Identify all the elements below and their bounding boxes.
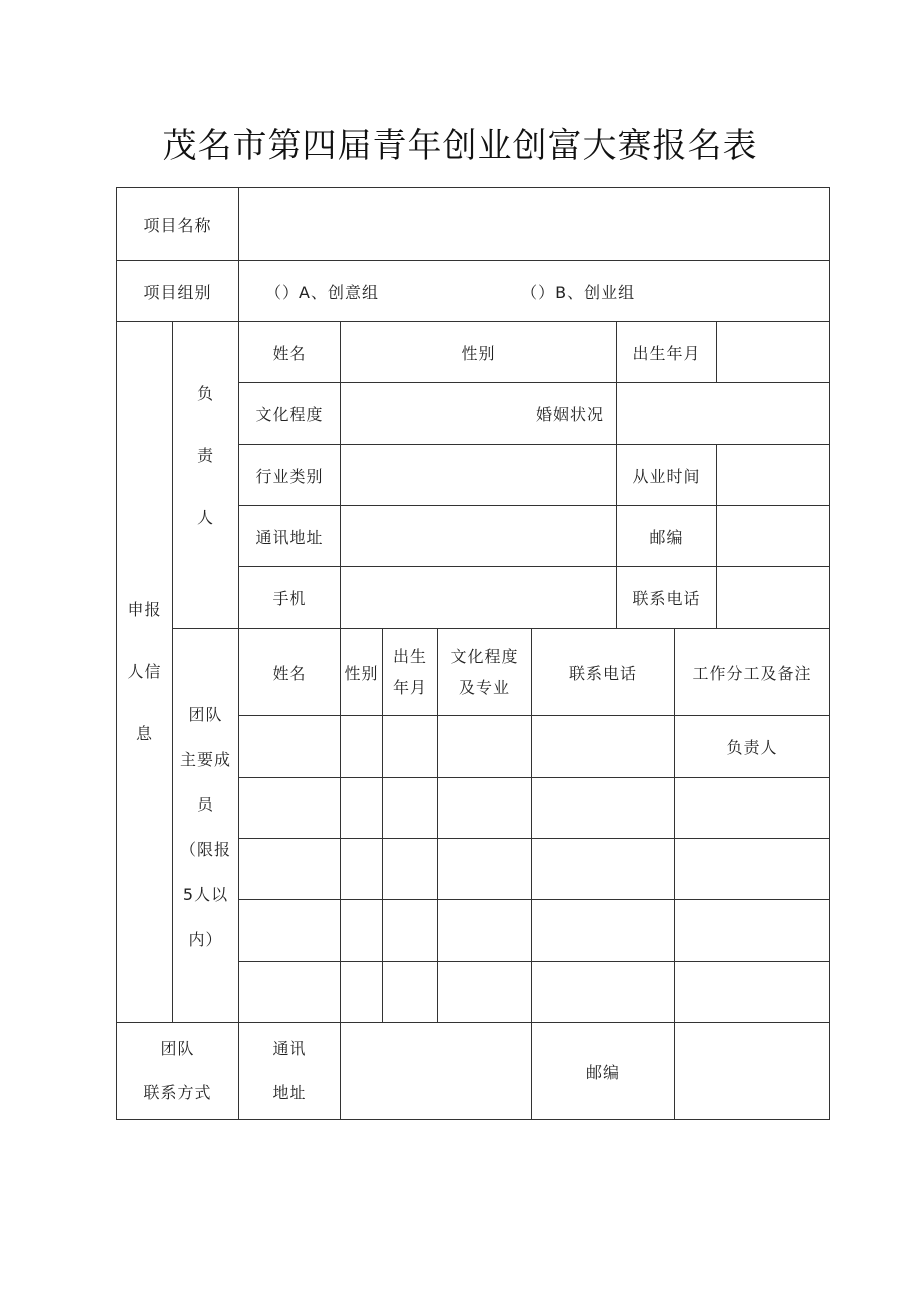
team-address-field[interactable]: [341, 1023, 532, 1120]
team-postcode-label: 邮编: [532, 1023, 675, 1120]
member-phone-cell[interactable]: [532, 716, 675, 778]
member-role-cell[interactable]: [675, 839, 830, 900]
team-role-header: 工作分工及备注: [675, 629, 830, 716]
team-members-label: 团队 主要成 员 （限报 5人以 内）: [173, 629, 239, 1023]
team-name-header: 姓名: [239, 629, 341, 716]
member-phone-cell[interactable]: [532, 778, 675, 839]
leader-address-field[interactable]: [341, 506, 617, 567]
team-phone-header: 联系电话: [532, 629, 675, 716]
team-header-row: [117, 629, 830, 716]
member-phone-cell[interactable]: [532, 839, 675, 900]
leader-worktime-field[interactable]: [717, 445, 830, 506]
leader-industry-field[interactable]: [341, 445, 617, 506]
member-name-cell[interactable]: [239, 778, 341, 839]
team-postcode-field[interactable]: [675, 1023, 830, 1120]
member-role-cell[interactable]: [675, 900, 830, 962]
member-role-cell[interactable]: 负责人: [675, 716, 830, 778]
leader-postcode-field[interactable]: [717, 506, 830, 567]
member-birth-cell[interactable]: [383, 839, 438, 900]
leader-marital-label: 婚姻状况: [341, 383, 617, 445]
leader-industry-label: 行业类别: [239, 445, 341, 506]
team-contact-row: [117, 1023, 830, 1120]
member-role-cell[interactable]: [675, 778, 830, 839]
member-gender-cell[interactable]: [341, 839, 383, 900]
leader-education-label: 文化程度: [239, 383, 341, 445]
member-birth-cell[interactable]: [383, 716, 438, 778]
option-startup-group[interactable]: （）B、创业组: [521, 282, 636, 302]
leader-birth-field[interactable]: [717, 322, 830, 383]
team-birth-header: 出生 年月: [383, 629, 438, 716]
team-gender-header: 性别: [341, 629, 383, 716]
member-gender-cell[interactable]: [341, 900, 383, 962]
team-education-header: 文化程度 及专业: [438, 629, 532, 716]
leader-row-1: [117, 322, 830, 383]
team-address-label: 通讯 地址: [239, 1023, 341, 1120]
member-name-cell[interactable]: [239, 716, 341, 778]
member-phone-cell[interactable]: [532, 962, 675, 1023]
leader-gender-label: 性别: [341, 322, 617, 383]
member-name-cell[interactable]: [239, 962, 341, 1023]
leader-label: 负 责 人: [173, 322, 239, 629]
leader-birth-label: 出生年月: [617, 322, 717, 383]
member-phone-cell[interactable]: [532, 900, 675, 962]
applicant-info-label: 申报 人信 息: [117, 322, 173, 1023]
project-name-row: [117, 188, 830, 261]
member-birth-cell[interactable]: [383, 900, 438, 962]
leader-address-label: 通讯地址: [239, 506, 341, 567]
member-role-cell[interactable]: [675, 962, 830, 1023]
leader-phone-field[interactable]: [717, 567, 830, 629]
member-education-cell[interactable]: [438, 962, 532, 1023]
leader-marital-field[interactable]: [617, 383, 830, 445]
member-name-cell[interactable]: [239, 839, 341, 900]
project-group-row: [117, 261, 830, 322]
leader-phone-label: 联系电话: [617, 567, 717, 629]
project-group-options: [239, 261, 830, 322]
member-name-cell[interactable]: [239, 900, 341, 962]
member-gender-cell[interactable]: [341, 716, 383, 778]
member-gender-cell[interactable]: [341, 962, 383, 1023]
member-birth-cell[interactable]: [383, 778, 438, 839]
member-education-cell[interactable]: [438, 716, 532, 778]
project-name-field[interactable]: [239, 188, 830, 261]
registration-form: [116, 187, 830, 1120]
member-education-cell[interactable]: [438, 778, 532, 839]
leader-worktime-label: 从业时间: [617, 445, 717, 506]
project-group-label: 项目组别: [117, 261, 239, 322]
leader-name-label: 姓名: [239, 322, 341, 383]
member-education-cell[interactable]: [438, 900, 532, 962]
team-contact-label: 团队 联系方式: [117, 1023, 239, 1120]
member-education-cell[interactable]: [438, 839, 532, 900]
leader-mobile-field[interactable]: [341, 567, 617, 629]
option-creative-group[interactable]: （）A、创意组: [265, 282, 379, 302]
member-birth-cell[interactable]: [383, 962, 438, 1023]
leader-postcode-label: 邮编: [617, 506, 717, 567]
project-name-label: 项目名称: [117, 188, 239, 261]
member-gender-cell[interactable]: [341, 778, 383, 839]
leader-mobile-label: 手机: [239, 567, 341, 629]
page-title: 茂名市第四届青年创业创富大赛报名表: [162, 126, 758, 166]
